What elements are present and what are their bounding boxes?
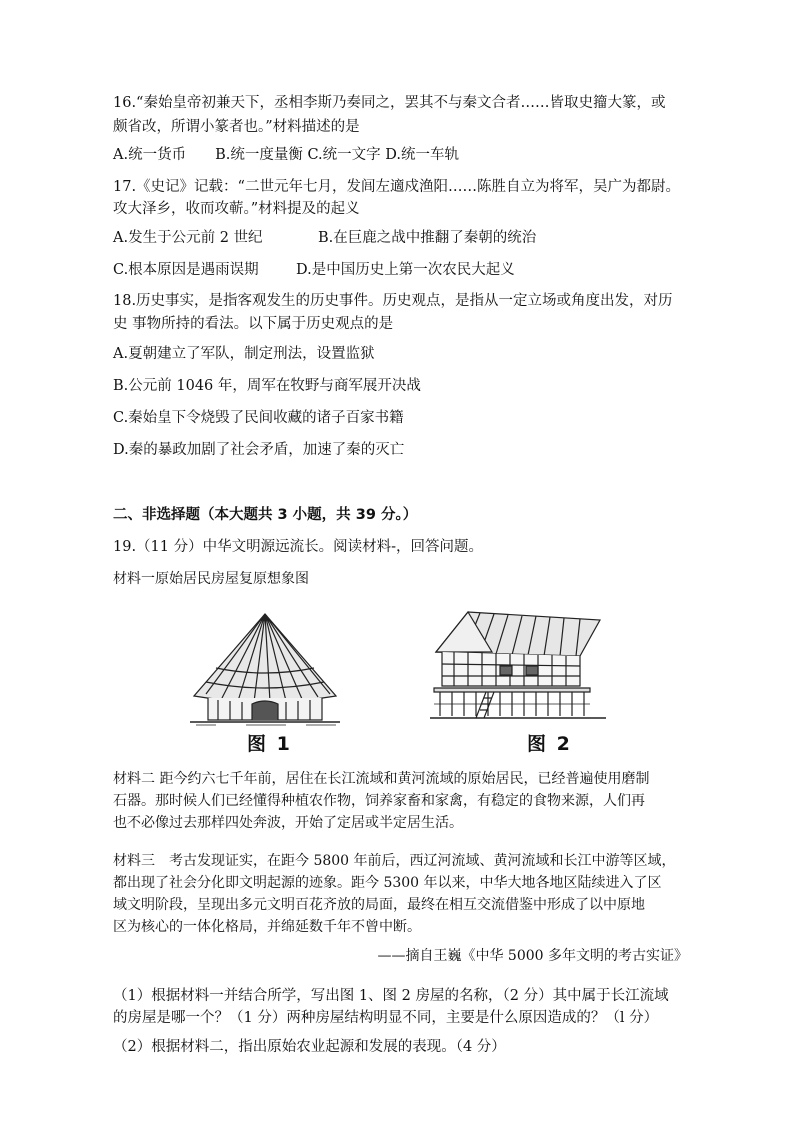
figure-2-caption: 图 2 xyxy=(527,733,572,755)
q17-option-a: A.发生于公元前 2 世纪 xyxy=(113,230,263,246)
figure-1-caption: 图 1 xyxy=(247,733,292,755)
q17-option-c: C.根本原因是遇雨误期 xyxy=(113,262,259,278)
q18-stem-line1: 18.历史事实，是指客观发生的历史事件。历史观点，是指从一定立场或角度出发，对历 xyxy=(113,293,673,309)
q19-material2-line1: 材料二 距今约六七千年前，居住在长江流域和黄河流域的原始居民，已经普遍使用磨制 xyxy=(113,771,650,787)
q17-option-d: D.是中国历史上第一次农民大起义 xyxy=(296,262,515,278)
q19-material1-label: 材料一原始居民房屋复原想象图 xyxy=(113,571,309,587)
q19-material3-line3: 域文明阶段，呈现出多元文明百花齐放的局面，最终在相互交流借鉴中形成了以中原地 xyxy=(113,897,645,913)
q19-sub2: （2）根据材料二，指出原始农业起源和发展的表现。（4 分） xyxy=(113,1039,506,1055)
figure-2-stilt-house xyxy=(430,606,608,724)
q19-material3-line2: 都出现了社会分化即文明起源的迹象。距今 5300 年以来，中华大地各地区陆续进入了区 xyxy=(113,875,662,891)
section2-heading: 二、非选择题（本大题共 3 小题，共 39 分。） xyxy=(113,507,418,523)
q19-material3-line4: 区为核心的一体化格局，并绵延数千年不曾中断。 xyxy=(113,919,421,935)
q16-stem-line1: 16.“秦始皇帝初兼天下，丞相李斯乃奏同之，罢其不与秦文合者……皆取史籀大篆，或 xyxy=(113,95,666,111)
q16-options: A.统一货币 B.统一度量衡 C.统一文字 D.统一车轨 xyxy=(113,147,459,163)
q18-option-d: D.秦的暴政加剧了社会矛盾，加速了秦的灭亡 xyxy=(113,442,405,458)
q19-intro: 19.（11 分）中华文明源远流长。阅读材料-，回答问题。 xyxy=(113,539,484,555)
q19-source: ——摘自王巍《中华 5000 多年文明的考古实证》 xyxy=(377,948,688,964)
q19-sub1-line2: 的房屋是哪一个？（1 分）两种房屋结构明显不同，主要是什么原因造成的？（l 分） xyxy=(113,1010,659,1026)
q17-stem-line2: 攻大泽乡，收而攻蕲。”材料提及的起义 xyxy=(113,201,360,217)
q18-option-a: A.夏朝建立了军队，制定刑法，设置监狱 xyxy=(113,346,375,362)
figure-1-thatched-hut xyxy=(186,608,344,726)
q19-material3-line1: 材料三 考古发现证实，在距今 5800 年前后，西辽河流域、黄河流域和长江中游等区域， xyxy=(113,853,676,869)
q19-material2-line2: 石器。那时候人们已经懂得种植农作物，饲养家畜和家禽，有稳定的食物来源，人们再 xyxy=(113,793,645,809)
q17-option-b: B.在巨鹿之战中推翻了秦朝的统治 xyxy=(318,230,537,246)
q16-stem-line2: 颇省改，所谓小篆者也。”材料描述的是 xyxy=(113,119,360,135)
q17-stem-line1: 17.《史记》记载：“二世元年七月，发闾左適戍渔阳……陈胜自立为将军，吴广为都尉。 xyxy=(113,179,680,195)
q18-option-c: C.秦始皇下令烧毁了民间收藏的诸子百家书籍 xyxy=(113,410,404,426)
q19-material2-line3: 也不必像过去那样四处奔波，开始了定居或半定居生活。 xyxy=(113,815,463,831)
q18-option-b: B.公元前 1046 年，周军在牧野与商军展开决战 xyxy=(113,378,421,394)
q18-stem-line2: 史 事物所持的看法。以下属于历史观点的是 xyxy=(113,316,394,332)
q19-sub1-line1: （1）根据材料一并结合所学，写出图 1、图 2 房屋的名称，（2 分）其中属于长江流域 xyxy=(113,988,669,1004)
